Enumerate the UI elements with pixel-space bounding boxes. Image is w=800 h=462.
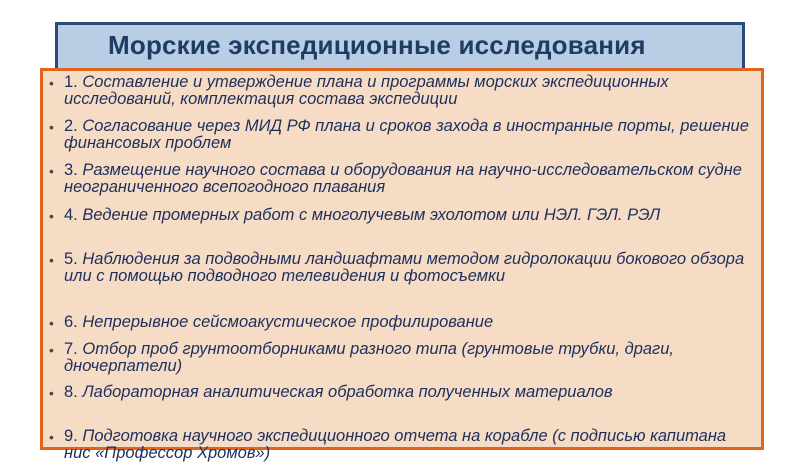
content-box	[40, 68, 764, 462]
item-number: 6.	[64, 313, 78, 331]
item-text	[64, 162, 754, 196]
bullet-icon: •	[49, 163, 54, 179]
bullet-icon: •	[49, 429, 54, 445]
bullet-icon: •	[49, 208, 54, 224]
item-description: Размещение научного состава и оборудования на научно-исследовательском судне неограниченного всепогодного плавания	[64, 161, 742, 196]
item-number: 4.	[64, 206, 78, 224]
item-text	[64, 428, 754, 462]
item-text	[64, 207, 754, 224]
item-text	[64, 74, 754, 108]
item-description: Наблюдения за подводными ландшафтами методом гидролокации бокового обзора или с помощью подводного телевидения и фотосъемки	[64, 250, 745, 285]
item-description: Отбор проб грунтоотборниками разного типа (грунтовые трубки, драги, дночерпатели)	[64, 340, 674, 375]
item-description: Ведение промерных работ с многолучевым эхолотом или НЭЛ. ГЭЛ. РЭЛ	[82, 206, 661, 224]
bullet-icon: •	[49, 385, 54, 401]
item-number: 2.	[64, 117, 78, 135]
item-description: Составление и утверждение плана и программы морских экспедиционных исследований, комплектация состава экспедиции	[64, 73, 669, 108]
bullet-icon: •	[49, 75, 54, 91]
item-text	[64, 384, 754, 401]
bullet-icon: •	[49, 119, 54, 135]
item-number: 8.	[64, 383, 78, 401]
item-text	[64, 314, 754, 331]
item-number: 1.	[64, 73, 78, 91]
item-text	[64, 251, 754, 285]
item-description: Согласование через МИД РФ плана и сроков захода в иностранные порты, решение финансовых проблем	[64, 117, 749, 152]
item-description: Непрерывное сейсмоакустическое профилирование	[82, 313, 494, 331]
item-description: Подготовка научного экспедиционного отчета на корабле (с подписью капитана нис «Профессор Хромов»)	[64, 427, 727, 462]
bullet-icon: •	[49, 252, 54, 268]
slide-title: Морские экспедиционные исследования	[108, 30, 646, 60]
item-description: Лабораторная аналитическая обработка полученных материалов	[82, 383, 613, 401]
item-number: 3.	[64, 161, 78, 179]
bullet-icon: •	[49, 315, 54, 331]
item-text	[64, 341, 754, 375]
item-number: 9.	[64, 427, 78, 445]
item-number: 7.	[64, 340, 78, 358]
item-number: 5.	[64, 250, 78, 268]
title-bar	[55, 22, 745, 74]
bullet-icon: •	[49, 342, 54, 358]
item-text	[64, 118, 754, 152]
